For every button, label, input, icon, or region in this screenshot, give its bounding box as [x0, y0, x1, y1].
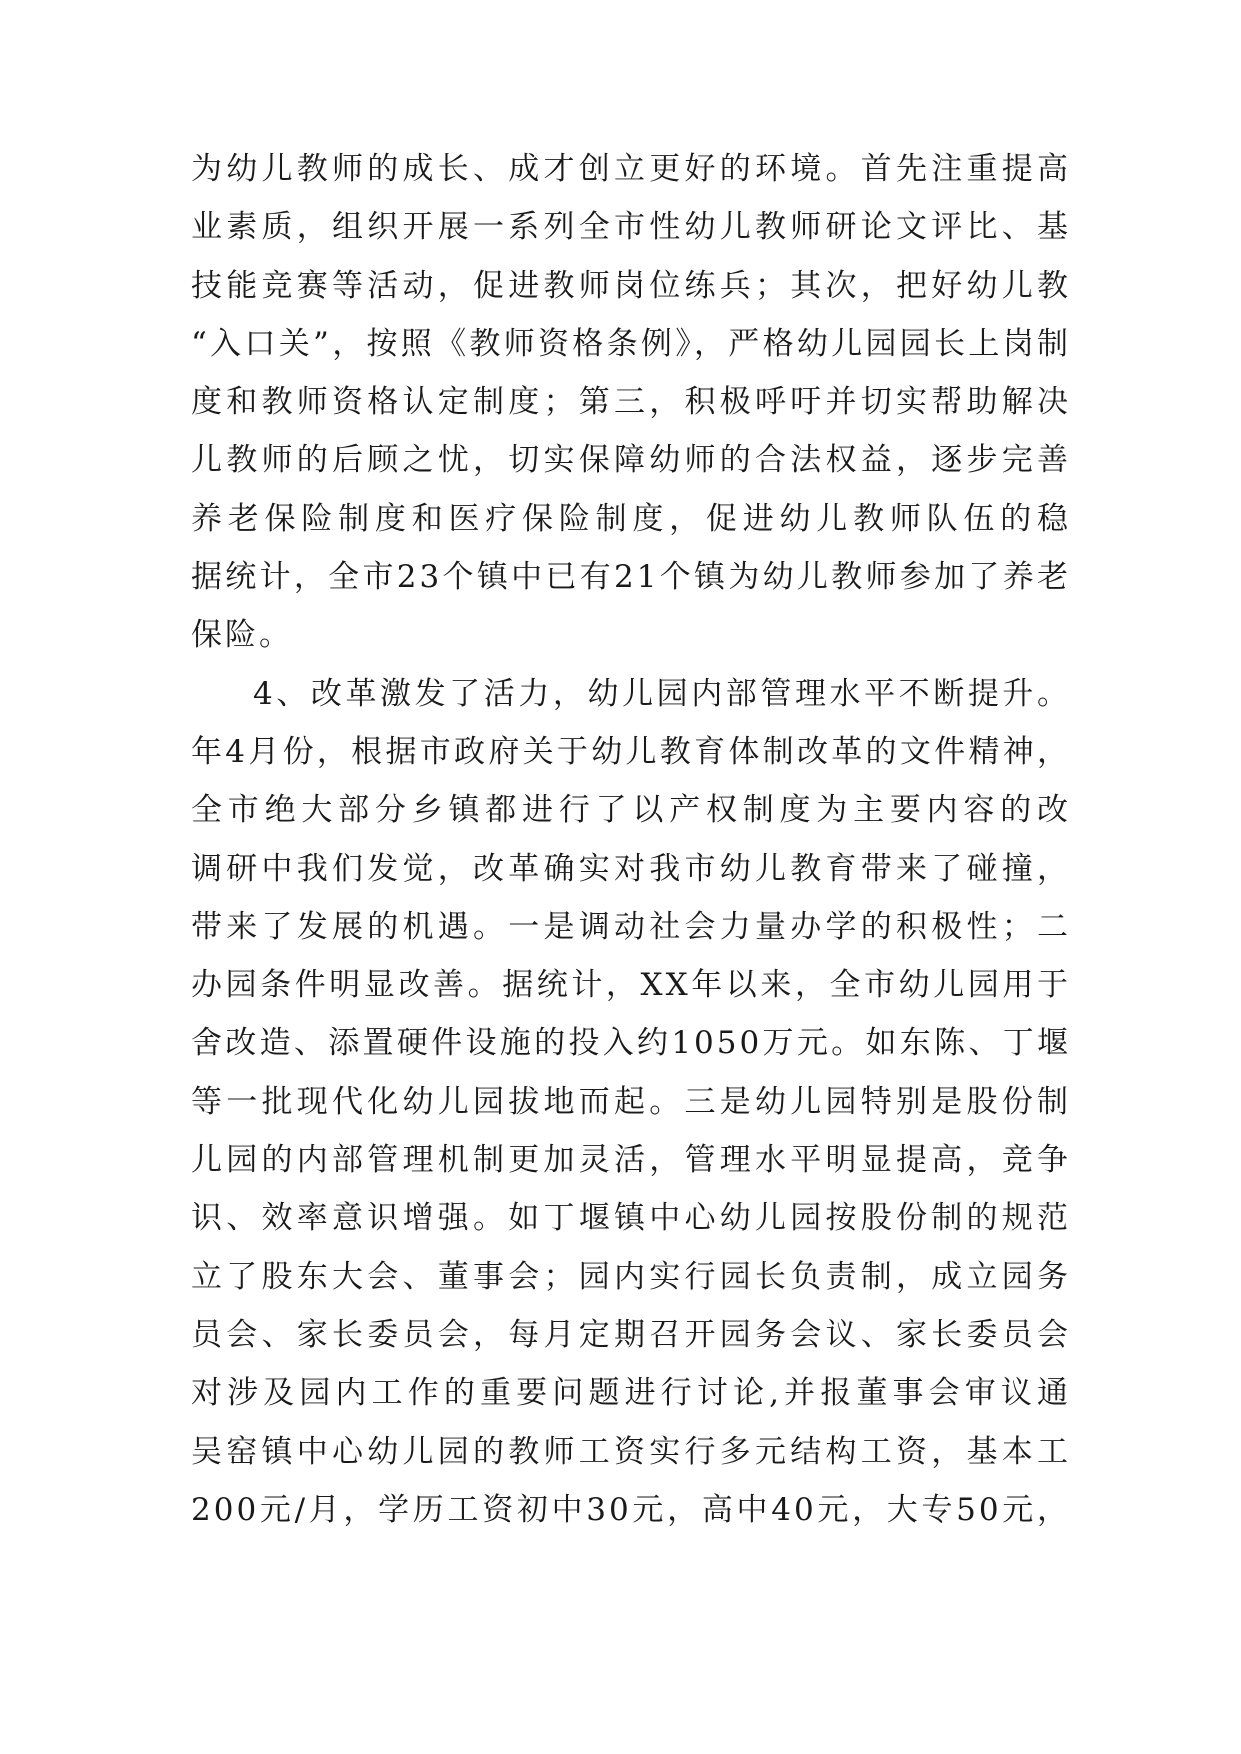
text-line: 4、改革激发了活力，幼儿园内部管理水平不断提升。: [253, 675, 1071, 712]
text-line: 度和教师资格认定制度；第三，积极呼吁并切实帮助解决: [191, 384, 1071, 421]
text-line: 吴窑镇中心幼儿园的教师工资实行多元结构工资，基本工: [191, 1433, 1071, 1470]
text-line: 对涉及园内工作的重要问题进行讨论,并报董事会审议通: [191, 1375, 1071, 1412]
text-line: “入口关”，按照《教师资格条例》，严格幼儿园园长上岗制: [191, 325, 1071, 362]
text-line: 技能竞赛等活动，促进教师岗位练兵；其次，把好幼儿教: [191, 267, 1071, 304]
paragraph-2: [191, 665, 1071, 1539]
body-text: [191, 140, 1071, 1539]
text-line: 年4月份，根据市政府关于幼儿教育体制改革的文件精神，: [191, 733, 1071, 770]
text-line: 员会、家长委员会，每月定期召开园务会议、家长委员会: [191, 1316, 1071, 1353]
text-line: 等一批现代化幼儿园拔地而起。三是幼儿园特别是股份制: [191, 1083, 1071, 1120]
paragraph-1: [191, 140, 1071, 665]
text-line: 识、效率意识增强。如丁堰镇中心幼儿园按股份制的规范: [191, 1200, 1071, 1237]
text-line: 据统计，全市23个镇中已有21个镇为幼儿教师参加了养老: [191, 559, 1071, 596]
text-line: 保险。: [191, 617, 293, 654]
text-line: 儿教师的后顾之忧，切实保障幼师的合法权益，逐步完善: [191, 442, 1071, 479]
text-line: 200元/月，学历工资初中30元，高中40元，大专50元，: [191, 1491, 1071, 1528]
text-line: 为幼儿教师的成长、成才创立更好的环境。首先注重提高: [191, 151, 1071, 187]
text-line: 全市绝大部分乡镇都进行了以产权制度为主要内容的改: [191, 792, 1071, 829]
text-line: 舍改造、添置硬件设施的投入约1050万元。如东陈、丁堰: [191, 1025, 1071, 1062]
text-line: 办园条件明显改善。据统计，XX年以来，全市幼儿园用于: [191, 967, 1071, 1004]
text-line: 立了股东大会、董事会；园内实行园长负责制，成立园务: [191, 1258, 1071, 1295]
text-line: 养老保险制度和医疗保险制度，促进幼儿教师队伍的稳: [191, 500, 1071, 537]
text-line: 带来了发展的机遇。一是调动社会力量办学的积极性；二: [191, 908, 1071, 945]
text-line: 业素质，组织开展一系列全市性幼儿教师研论文评比、基: [191, 209, 1071, 246]
text-line: 儿园的内部管理机制更加灵活，管理水平明显提高，竞争: [191, 1142, 1071, 1179]
text-line: 调研中我们发觉，改革确实对我市幼儿教育带来了碰撞，: [191, 850, 1071, 887]
